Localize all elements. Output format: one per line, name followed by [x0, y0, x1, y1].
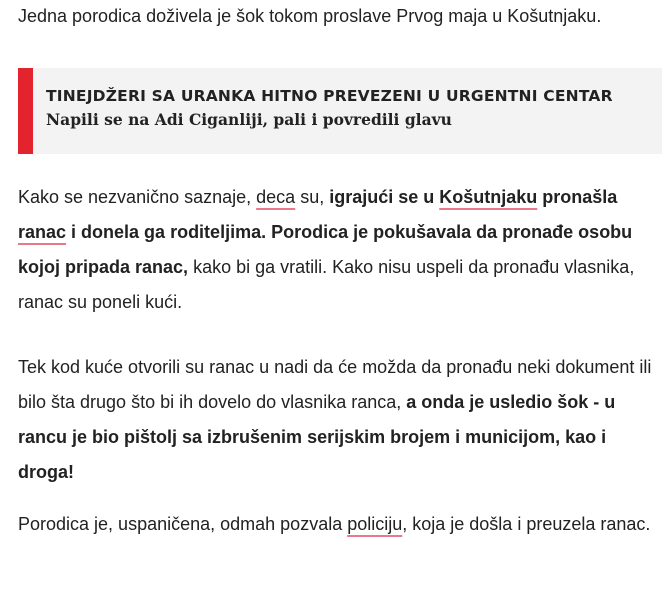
paragraph-police [18, 507, 665, 542]
keyword-link-ranac[interactable]: ranac [18, 222, 67, 242]
text-span: igrajući se u [329, 187, 440, 207]
text-span: kako bi ga vratili. Kako nisu uspeli da pronađu vlasnika, ranac su poneli kući. [18, 257, 635, 312]
text-span: pronašla [537, 187, 618, 207]
text-span: Porodica je, uspaničena, odmah pozvala [18, 514, 348, 534]
text-span: Kako se nezvanično saznaje, [18, 187, 257, 207]
text-span: Tek kod kuće otvorili su ranac u nadi da će možda da pronađu neki dokument ili bilo šta drugo što bi ih dovelo do vlasnika ranca, [18, 357, 652, 412]
text-span: , koja je došla i preuzela ranac. [402, 514, 651, 534]
bold-text: a onda je usledio šok - u rancu je bio pištolj sa izbrušenim serijskim brojem i municijom, kao i droga! [18, 392, 616, 482]
related-article-title[interactable]: TINEJDŽERI SA URANKA HITNO PREVEZENI U URGENTNI CENTAR [46, 87, 613, 105]
text-span: i donela ga roditeljima. Porodica je pokušavala da pronađe osobu kojoj pripada ranac, [18, 222, 633, 277]
related-article-subtitle[interactable]: Napili se na Adi Ciganliji, pali i povredili glavu [46, 110, 452, 129]
related-accent-bar [18, 68, 33, 154]
paragraph-discovery [18, 180, 665, 320]
related-article-box[interactable] [18, 68, 662, 154]
keyword-link-policija[interactable]: policiju [347, 514, 403, 534]
paragraph-shock [18, 350, 665, 490]
keyword-link-deca[interactable]: deca [256, 187, 296, 207]
paragraph-intro: Jedna porodica doživela je šok tokom proslave Prvog maja u Košutnjaku. [18, 6, 602, 26]
keyword-link-kosutnjak[interactable]: Košutnjaku [439, 187, 538, 207]
text-span: su, [295, 187, 330, 207]
